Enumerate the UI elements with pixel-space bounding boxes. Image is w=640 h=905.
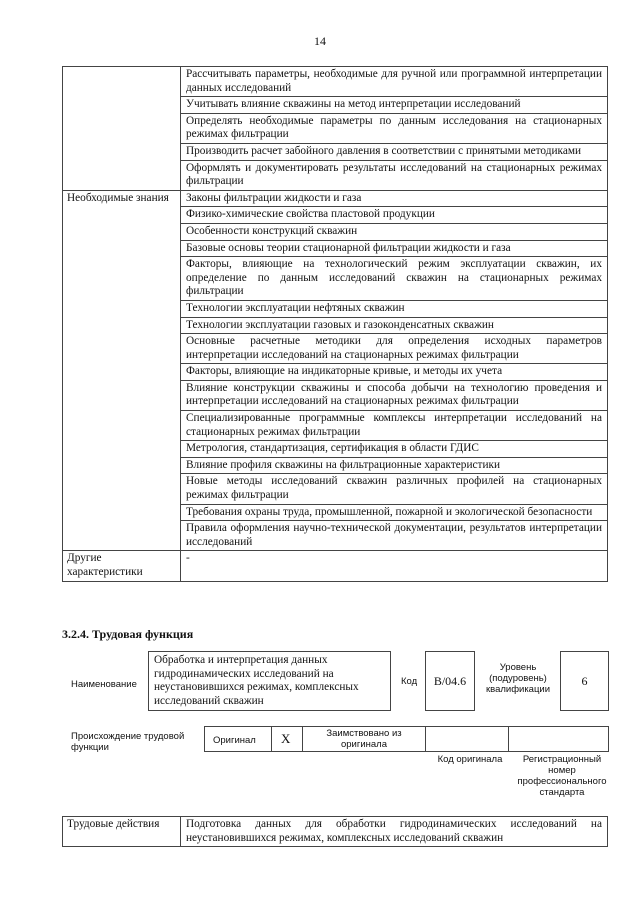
knowledge-label: Необходимые знания [63,190,181,207]
table-row [63,411,608,441]
table-row [63,317,608,334]
skill-item: Определять необходимые параметры по данным исследования на стационарных режимах фильтрации [181,113,608,143]
knowledge-item: Основные расчетные методики для определения исходных параметров интерпретации исследований на стационарных режимах фильтрации [181,334,608,364]
code-original-label: Код оригинала [437,754,503,765]
other-label: Другие характеристики [63,551,181,581]
original-mark: X [281,731,291,746]
skill-item: Производить расчет забойного давления в соответствии с принятыми методиками [181,143,608,160]
original-code-cell [426,727,509,751]
knowledge-item: Влияние конструкции скважины и способа добычи на технологию проведения и интерпретации исследований на стационарных режимах фильтрации [181,380,608,410]
table-row [63,300,608,317]
knowledge-item: Правила оформления научно-технической документации, результатов интерпретации исследований [181,521,608,551]
knowledge-item: Законы фильтрации жидкости и газа [181,190,608,207]
table-row [63,143,608,160]
code-value-box: B/04.6 [425,651,475,711]
knowledge-item: Факторы, влияющие на индикаторные кривые, и методы их учета [181,364,608,381]
reg-number-label: Регистрационный номер профессионального стандарта [517,754,607,798]
table-row [63,441,608,458]
reg-number-cell [509,727,608,751]
name-label: Наименование [71,679,137,690]
origin-row [204,726,609,752]
skill-item: Рассчитывать параметры, необходимые для ручной или программной интерпретации данных исследований [181,67,608,97]
table-row [63,97,608,114]
knowledge-item: Специализированные программные комплексы интерпретации исследований на стационарных режимах фильтрации [181,411,608,441]
table-row [63,504,608,521]
knowledge-item: Метрология, стандартизация, сертификация в области ГДИС [181,441,608,458]
origin-label: Происхождение трудовой функции [71,731,185,753]
code-label: Код [401,676,418,687]
table-row [63,380,608,410]
table-row [63,67,608,97]
table-row [63,113,608,143]
other-value: - [181,551,608,581]
knowledge-item: Особенности конструкций скважин [181,223,608,240]
actions-value: Подготовка данных для обработки гидродинамических исследований на неустановившихся режимах, комплексных исследований скважин [181,817,608,847]
skill-item: Оформлять и документировать результаты исследований на стационарных режимах фильтрации [181,160,608,190]
skill-item: Учитывать влияние скважины на метод интерпретации исследований [181,97,608,114]
table-row [63,257,608,301]
knowledge-item: Технологии эксплуатации газовых и газоконденсатных скважин [181,317,608,334]
original-label: Оригинал [213,735,256,746]
page-number: 14 [314,34,326,48]
knowledge-item: Влияние профиля скважины на фильтрационные характеристики [181,457,608,474]
table-row [63,207,608,224]
skills-label-cell [63,67,181,97]
level-value-box: 6 [560,651,609,711]
borrowed-label: Заимствовано из оригинала [326,728,402,750]
table-row [63,474,608,504]
table-row [63,551,608,581]
actions-table [62,816,608,847]
function-name-box: Обработка и интерпретация данных гидродинамических исследований на неустановившихся режимах, комплексных исследований скважин [148,651,391,711]
knowledge-item: Физико-химические свойства пластовой продукции [181,207,608,224]
level-label: Уровень (подуровень) квалификации [485,662,551,695]
table-row [63,521,608,551]
section-title: 3.2.4. Трудовая функция [62,627,194,641]
table-row [63,160,608,190]
table-row [63,240,608,257]
knowledge-item: Технологии эксплуатации нефтяных скважин [181,300,608,317]
knowledge-item: Факторы, влияющие на технологический режим эксплуатации скважин, их определение по данным исследований скважин на стационарных режимах фильтрации [181,257,608,301]
table-row [63,457,608,474]
knowledge-item: Новые методы исследований скважин различных профилей на стационарных режимах фильтрации [181,474,608,504]
actions-label: Трудовые действия [63,817,181,847]
table-row [63,817,608,847]
knowledge-item: Базовые основы теории стационарной фильтрации жидкости и газа [181,240,608,257]
table-row [63,334,608,364]
requirements-table [62,66,608,582]
table-row [63,190,608,207]
knowledge-item: Требования охраны труда, промышленной, пожарной и экологической безопасности [181,504,608,521]
table-row [63,364,608,381]
table-row [63,223,608,240]
